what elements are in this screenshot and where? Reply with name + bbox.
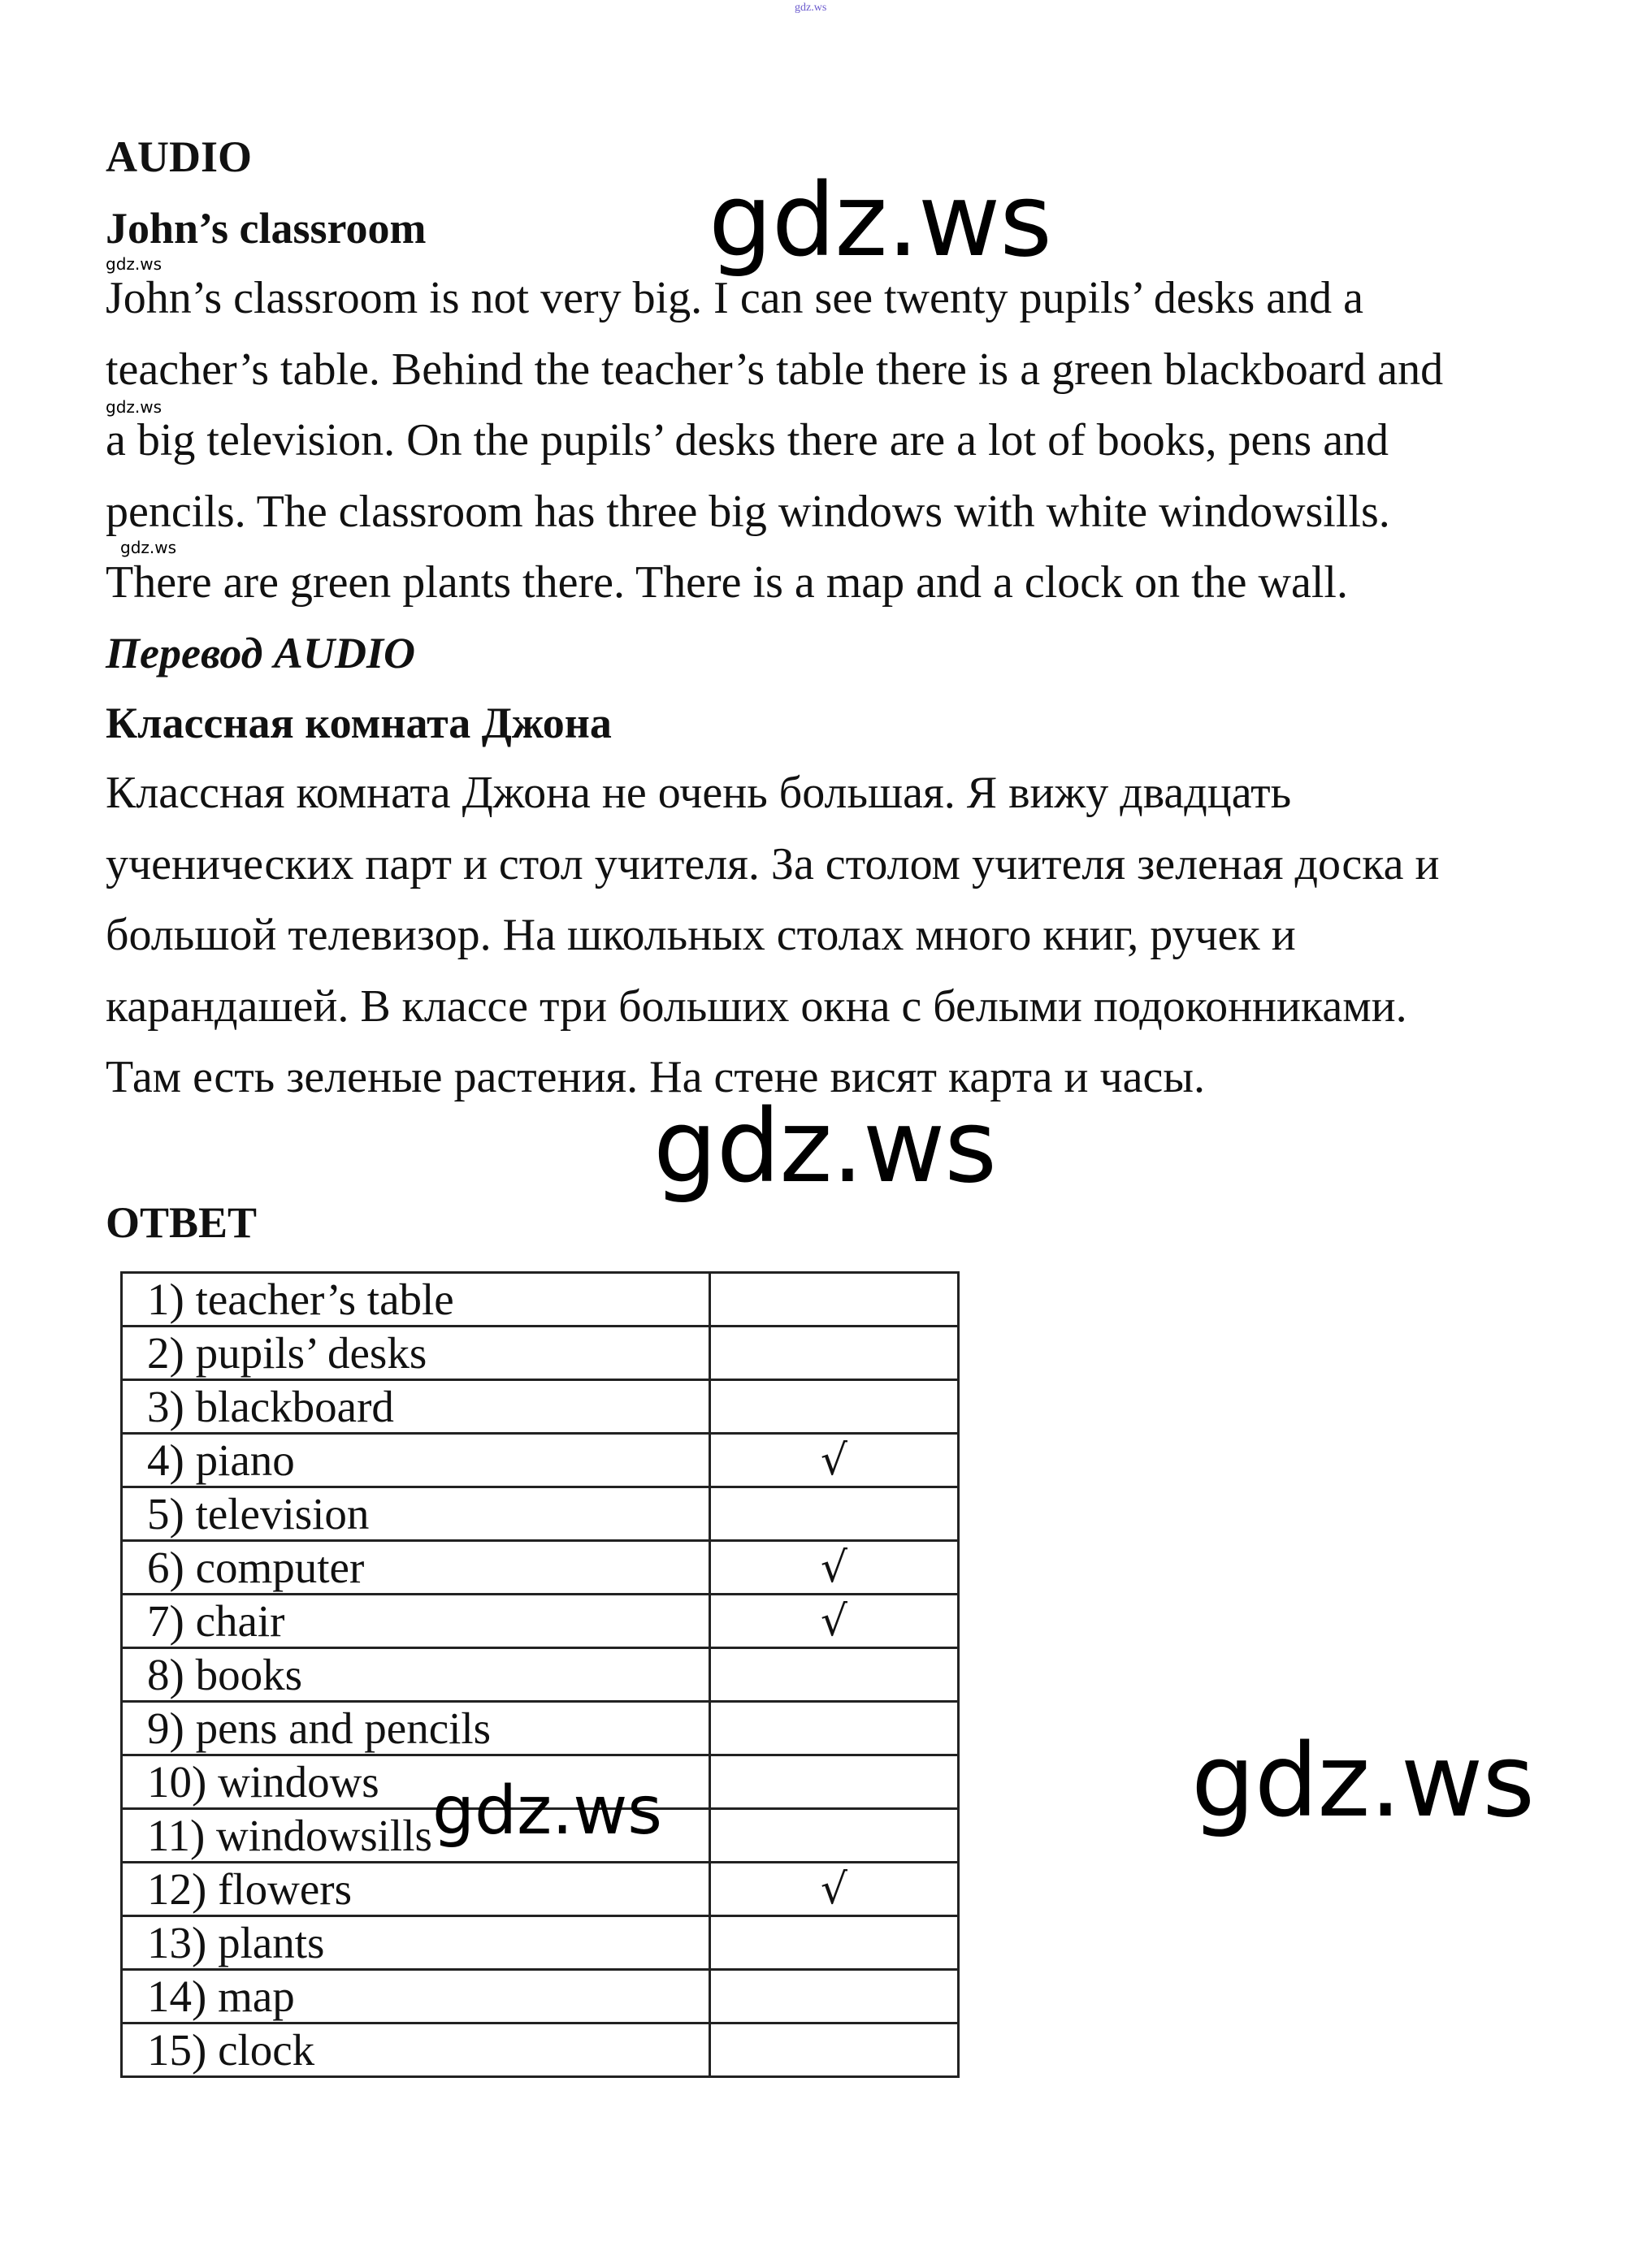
answer-item: 9) pens and pencils (122, 1702, 710, 1755)
table-row (122, 2023, 959, 2077)
check-mark: √ (710, 1541, 959, 1595)
answer-item: 3) blackboard (122, 1380, 710, 1434)
check-mark: √ (710, 1434, 959, 1487)
answer-item: 14) map (122, 1970, 710, 2023)
answer-item: 8) books (122, 1648, 710, 1702)
audio-line: teacher’s table. Behind the teacher’s table there is a green blackboard and (106, 344, 1444, 395)
table-row (122, 1970, 959, 2023)
check-mark (710, 2023, 959, 2077)
answer-label: ОТВЕТ (106, 1198, 258, 1247)
check-mark (710, 1273, 959, 1327)
check-mark (710, 1809, 959, 1863)
answer-item: 1) teacher’s table (122, 1273, 710, 1327)
check-mark (710, 1380, 959, 1434)
translation-label: Перевод AUDIO (106, 629, 415, 677)
answer-item: 6) computer (122, 1541, 710, 1595)
audio-line: pencils. The classroom has three big windows with white windowsills. (106, 486, 1390, 537)
watermark-small-2: gdz.ws (106, 397, 163, 417)
audio-line: There are green plants there. There is a map and a clock on the wall. (106, 557, 1348, 608)
watermark-main-2: gdz.ws (653, 1089, 996, 1205)
watermark-small-3: gdz.ws (120, 538, 177, 557)
answer-item: 4) piano (122, 1434, 710, 1487)
watermark-main-3: gdz.ws (432, 1772, 662, 1850)
check-mark (710, 1327, 959, 1380)
table-row (122, 1541, 959, 1595)
translation-line: большой телевизор. На школьных столах много книг, ручек и (106, 910, 1296, 960)
check-mark (710, 1916, 959, 1970)
watermark-small-1: gdz.ws (106, 254, 163, 274)
translation-line: Там есть зеленые растения. На стене висят карта и часы. (106, 1052, 1205, 1102)
check-mark: √ (710, 1863, 959, 1916)
table-row (122, 1648, 959, 1702)
answer-item: 15) clock (122, 2023, 710, 2077)
table-row (122, 1863, 959, 1916)
table-row (122, 1595, 959, 1648)
check-mark (710, 1970, 959, 2023)
table-row (122, 1273, 959, 1327)
watermark-main-1: gdz.ws (709, 162, 1051, 279)
answer-item: 7) chair (122, 1595, 710, 1648)
translation-line: ученических парт и стол учителя. За столом учителя зеленая доска и (106, 838, 1440, 889)
check-mark: √ (710, 1595, 959, 1648)
audio-line: John’s classroom is not very big. I can see twenty pupils’ desks and a (106, 273, 1364, 323)
audio-text (106, 263, 1552, 619)
answer-item: 12) flowers (122, 1863, 710, 1916)
table-row (122, 1702, 959, 1755)
translation-line: карандашей. В классе три больших окна с белыми подоконниками. (106, 980, 1407, 1032)
watermark-top-tiny: gdz.ws (795, 2, 827, 14)
check-mark (710, 1702, 959, 1755)
answer-item: 2) pupils’ desks (122, 1327, 710, 1380)
answer-table (120, 1271, 960, 2078)
answer-item: 10) windows (122, 1755, 710, 1809)
check-mark (710, 1648, 959, 1702)
watermark-main-4: gdz.ws (1191, 1723, 1534, 1840)
table-row (122, 1487, 959, 1541)
translation-text (106, 758, 1552, 1114)
translation-line: Классная комната Джона не очень большая. Я вижу двадцать (106, 768, 1292, 818)
answer-item: 13) plants (122, 1916, 710, 1970)
answer-item: 5) television (122, 1487, 710, 1541)
table-row (122, 1327, 959, 1380)
check-mark (710, 1487, 959, 1541)
answer-item: 11) windowsills (122, 1809, 710, 1863)
table-row (122, 1434, 959, 1487)
check-mark (710, 1755, 959, 1809)
audio-line: a big television. On the pupils’ desks there are a lot of books, pens and (106, 415, 1389, 465)
translation-title: Классная комната Джона (106, 699, 612, 747)
table-row (122, 1380, 959, 1434)
audio-label: AUDIO (106, 132, 253, 181)
audio-title: John’s classroom (106, 204, 427, 253)
table-row (122, 1916, 959, 1970)
